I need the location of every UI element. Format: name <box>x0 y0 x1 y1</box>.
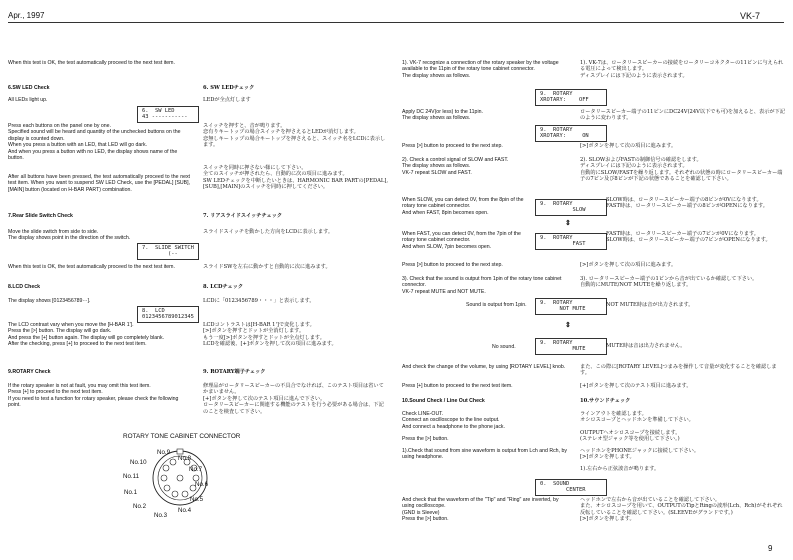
r10-en4: And check that the waveform of the "Tip" and "Ring" are inverted, by using oscilloscope. (GND is Sleeve) Press the [>] button. <box>402 497 559 523</box>
r3-lcd-notmute: 9. ROTARY NOT MUTE <box>535 298 607 315</box>
r3-nosound-en: No sound. <box>492 344 516 350</box>
r10-title-jp: 10.サウンドチェック <box>580 398 631 404</box>
pin-label-5: No.5 <box>190 496 204 503</box>
sw-led-text3-en: After all buttons have been pressed, the test automatically proceed to the next test item. When you want to suspend SW LED Check, use the [PEDAL] [SUB], [MAIN] button (located on H-BAR PART) combination. <box>8 174 190 193</box>
slide-text2-en: When this test is OK, the test automatically proceed to the next test item. <box>8 264 175 270</box>
r1-en2: Apply DC 24V(or less) to the 11pin. The display shows as follows. <box>402 109 483 122</box>
slide-text1-jp: スライドスイッチを動かした方向をLCDに表示します。 <box>203 229 334 235</box>
r2-fast-en: When FAST, you can detect 0V, from the 7pin of the rotary tone cabinet connector. And when SLOW, 7pin becomes open. <box>402 231 521 250</box>
pin-label-6: No.6 <box>195 481 209 488</box>
r10-en2: Press the [>] button. <box>402 436 449 442</box>
lcd-text1-jp: LCDに「0123456789・・・」と表示します。 <box>203 298 315 304</box>
pin-label-8: No.8 <box>178 455 192 462</box>
r10-jp3: ヘッドホンをPHONEジャックに接続して下さい。 [>]ボタンを押します。 <box>580 448 700 461</box>
rotary-text1-en: If the rotary speaker is not at fault, you may omit this test item. Press [+] to proceed to the next test item. If you need to test a function for rotary speaker, please check the following point. <box>8 383 179 409</box>
slide-title-en: 7.Rear Slide Switch Check <box>8 213 73 219</box>
r1-jp3: [>]ボタンを押して次の項目に進みます。 <box>580 143 677 149</box>
sw-led-lcd: 6. SW LED 43 ----------- <box>137 106 199 123</box>
r3-cycle-arrow: ⇕ <box>565 322 571 329</box>
r10-en3: 1).Check that sound from sine waveform is output from Lch and Rch, by using headphone. <box>402 448 567 461</box>
slide-lcd: 7. SLIDE SWITCH (-- <box>137 243 199 260</box>
header-date: Apr., 1997 <box>8 11 45 20</box>
lcd-check-lcd: 8. LCD 0123456789012345 <box>137 306 199 323</box>
r3-lcd-mute: 9. ROTARY MUTE <box>535 338 607 355</box>
lcd-text1-en: The display shows [0123456789···]. <box>8 298 91 304</box>
r1-lcd-on: 9. ROTARY XROTARY: ON <box>535 125 607 142</box>
connector-title: ROTARY TONE CABINET CONNECTOR <box>123 433 241 440</box>
r10-jp3b: 1).左右から正弦波音が鳴ります。 <box>580 466 660 472</box>
r10-jp2: OUTPUTへオシロスコープを接続します。 (ステレオ型ジャック等を使用して下さい。) <box>580 430 681 443</box>
intro-text: When this test is OK, the test automatically proceed to the next test item. <box>8 60 175 66</box>
slide-title-jp: 7. リアスライドスイッチチェック <box>203 213 283 219</box>
r2-en3: Press [>] button to proceed to the next step. <box>402 262 503 268</box>
pin-label-2: No.2 <box>133 503 147 510</box>
r2-fast-jp: FAST時は、ロータリースピーカー端子の7ピンが0Vになります。 SLOW時は、ロータリースピーカー端子の7ピンがOPENになります。 <box>606 231 771 244</box>
r10-lcd: 0. SOUND CENTER <box>535 479 607 496</box>
slide-text2-jp: スライドSWを左右に動かすと自動的に次に進みます。 <box>203 264 331 270</box>
r3-sound-jp: NOT MUTE時は音が出力されます。 <box>606 302 694 308</box>
r2-jp3: [>]ボタンを押して次の項目に進みます。 <box>580 262 677 268</box>
pin-label-7: No.7 <box>189 466 203 473</box>
r2-lcd-fast: 9. ROTARY FAST <box>535 233 607 250</box>
r1-en3: Press [>] button to proceed to the next step. <box>402 143 503 149</box>
slide-text1-en: Move the slide switch from side to side. The display shows point in the direction of the switch. <box>8 229 131 242</box>
sw-led-text2-en: Press each buttons on the panel one by one. Specified sound will be heard and quantity of the unchecked buttons on the display is counted down. When you press a button with an LED, that LED will go dark. And when you press a button with no LED, the display shows name of the button. <box>8 123 181 162</box>
r3-jp5: [+]ボタンを押して次のテスト項目に進みます。 <box>580 383 692 389</box>
pin-label-1: No.1 <box>124 489 138 496</box>
r3-jp4: また、この際に[ROTARY LEVEL]つまみを操作して音量が変化することを確認します。 <box>580 364 777 377</box>
rotary-title-jp: 9. ROTARY端子チェック <box>203 369 266 375</box>
r10-jp1: ラインアウトを確認します。 オシロスコープとヘッドホンを準備して下さい。 <box>580 411 694 424</box>
r2-lcd-slow: 9. ROTARY SLOW <box>535 199 607 216</box>
sw-led-title-en: 6.SW LED Check <box>8 85 50 91</box>
r3-sound-en: Sound is output from 1pin. <box>466 302 527 308</box>
page-number: 9 <box>768 544 773 553</box>
rotary-text1-jp: 修理品がロータリースピーカーの不具合でなければ、このテスト項目は省いてかまいません。 [+]ボタンを押して次のテスト項目に進んで下さい。 ロータリースピーカーに関連する機能のテストを行う必要がある場合は、下記のことを検査して下さい。 <box>203 383 384 415</box>
r10-title-en: 10.Sound Check / Line Out Check <box>402 398 485 404</box>
sw-led-title-jp: 6. SW LEDチェック <box>203 85 255 91</box>
r1-en: 1). VK-7 recognize a connection of the rotary speaker by the voltage available to the 11pin of the rotary tone cabinet connector. The display shows as follows. <box>402 60 559 79</box>
r3-jp: 3). ロータリースピーカー端子の1ピンから音が出ているか確認して下さい。 自動的にMUTE/NOT MUTEを繰り返します。 <box>580 276 758 289</box>
pin-label-9: No.9 <box>157 449 171 456</box>
r1-lcd-off: 9. ROTARY XROTARY: OFF <box>535 89 607 106</box>
pin-label-4: No.4 <box>178 507 192 514</box>
sw-led-text1-en: All LEDs light up. <box>8 97 48 103</box>
sw-led-text3-jp: スイッチを同時に押さない様にして下さい。 全てのスイッチが押されたら、自動的に次の項目に進みます。 SW LEDチェックを中断したいときは、HARMONIC BAR PARTの[PEDAL],[SUB],[MAIN]のスイッチを同時に押してください。 <box>203 165 388 191</box>
r1-jp2: ロータリースピーカー端子の11ピンにDC24V(24V以下でも可)を加えると、表示が下記のように変わります。 <box>580 109 785 122</box>
r3-en: 3). Check that the sound is output from 1pin of the rotary tone cabinet connector. VK-7 repeat MUTE and NOT MUTE. <box>402 276 562 295</box>
lcd-title-jp: 8. LCDチェック <box>203 284 244 290</box>
pin-label-10: No.10 <box>130 459 147 466</box>
pin-label-3: No.3 <box>154 512 168 519</box>
rotary-title-en: 9.ROTARY Check <box>8 369 51 375</box>
r2-en: 2). Check a control signal of SLOW and FAST. The display shows as follows. VK-7 repeat SLOW and FAST. <box>402 157 509 176</box>
r2-jp: 2). SLOWおよびFASTの制御信号の確認をします。 ディスプレイには下記のように表示されます。 自動的にSLOW/FASTを繰り返します。それぞれの状態の時にロータリースピーカー端子の7ピン及び8ピンが下記の状態であることを確認して下さい。 <box>580 157 783 183</box>
sw-led-text2-jp: スイッチを押すと、音が鳴ります。 恋有りキートップの場合スイッチを押さえるとLEDが消灯します。 恋無しキートップの場合キートップを押さえると、スイッチ名をLCDに表示します。 <box>203 123 386 149</box>
r1-jp: 1). VK-7は、ロータリースピーカーの接続をロータリーコネクターの11ピンに与えられる電圧によって検出します。 ディスプレイには下記のように表示されます。 <box>580 60 784 79</box>
r3-en5: Press [+] button to proceed to the next test item. <box>402 383 513 389</box>
header-rule <box>8 22 784 23</box>
pin-label-11: No.11 <box>123 473 140 480</box>
r10-jp4: ヘッドホンで左右から音が出ていることを確認して下さい。 また、オシロスコープを用いて、OUTPUTのTipとRingの波形(Lch、Rch)がそれぞれ反転していることを確認して下さい。(SLEEVEがグランドです。) [>]ボタンを押します。 <box>580 497 783 523</box>
r2-slow-en: When SLOW, you can detect 0V, from the 8pin of the rotary tone cabinet connector. And when FAST, 8pin becomes open. <box>402 197 524 216</box>
r10-en1: Check LINE-OUT. Connect an oscilloscope to the line output. And connect a headphone to the phone jack. <box>402 411 505 430</box>
r3-nosound-jp: MUTE時は音は出力されません。 <box>606 343 686 349</box>
r2-slow-jp: SLOW時は、ロータリースピーカー端子の8ピンが0Vになります。 FAST時は、ロータリースピーカー端子の8ピンがOPENになります。 <box>606 197 768 210</box>
header-model: VK-7 <box>740 11 761 21</box>
sw-led-text1-jp: LEDが全点灯します <box>203 97 251 103</box>
r2-cycle-arrow: ⇕ <box>565 220 571 227</box>
lcd-text2-en: The LCD contrast vary when you move the [H-BAR 1']. Press the [>] button. The display will go dark. And press the [+] button again. The display will go completely blank. After the checking, press [+] to proceed to the next test item. <box>8 322 165 348</box>
lcd-title-en: 8.LCD Check <box>8 284 40 290</box>
r3-en4: And check the change of the volume, by using [ROTARY LEVEL] knob. <box>402 364 566 370</box>
lcd-text2-jp: LCDコントラストは[H-BAR 1']で変化します。 [>]ボタンを押すとドットが全消灯します。 もう一度[>]ボタンを押すとドットが全点灯します。 LCDを確認後、[+]ボタンを押して次の項目に進みます。 <box>203 322 337 348</box>
